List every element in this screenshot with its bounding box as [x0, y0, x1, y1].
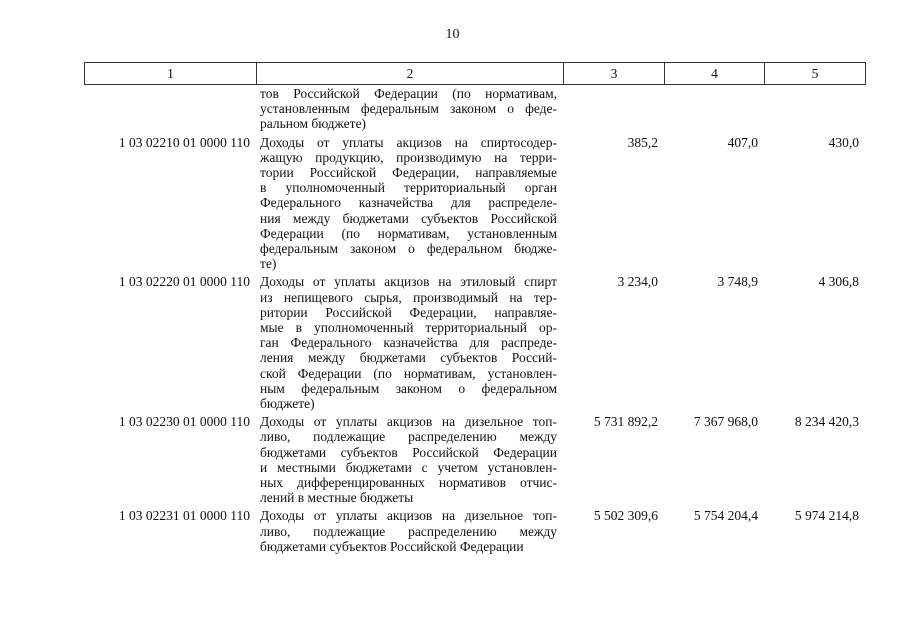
description-line: ливо, подлежащие распределению между: [260, 523, 557, 539]
description-line: ган Федерального казначейства для распреде-: [260, 335, 557, 351]
description-line: и местными бюджетами с учетом установлен-: [260, 459, 557, 475]
description-line: жащую продукцию, производимую на терри-: [260, 149, 557, 165]
column-header-4: 4: [665, 63, 765, 85]
description-line: ным федеральным законом о федеральном: [260, 380, 557, 396]
description-line: Доходы от уплаты акцизов на дизельное топ-: [260, 414, 557, 430]
row-value-5: [764, 86, 865, 132]
table-row: [84, 86, 865, 132]
description-line: Доходы от уплаты акцизов на спиртосодер-: [260, 134, 557, 150]
row-description: [256, 135, 563, 272]
row-description: [256, 86, 563, 132]
row-value-5: 430,0: [828, 134, 859, 150]
description-line: тов Российской Федерации (по нормативам,: [260, 86, 557, 101]
row-code: [84, 86, 256, 132]
table-header: [84, 62, 866, 85]
description-line: бюджете): [260, 396, 315, 412]
table-body: [84, 86, 865, 554]
row-value-4: 407,0: [727, 134, 758, 150]
row-value-5: 5 974 214,8: [794, 508, 859, 524]
description-line: Федерального казначейства для распределе-: [260, 195, 557, 211]
table-row: [84, 274, 865, 411]
column-header-1: 1: [85, 63, 257, 85]
row-code: 1 03 02210 01 0000 110: [118, 134, 250, 150]
row-value-5: 8 234 420,3: [794, 414, 859, 430]
row-value-4: 7 367 968,0: [693, 414, 758, 430]
row-value-3: 5 502 309,6: [593, 508, 658, 524]
column-header-2: 2: [257, 63, 564, 85]
row-code: 1 03 02231 01 0000 110: [118, 508, 250, 524]
description-line: Доходы от уплаты акцизов на этиловый спирт: [260, 274, 557, 290]
row-description: [256, 508, 563, 554]
column-header-5: 5: [765, 63, 866, 85]
table-row: [84, 414, 865, 505]
description-line: бюджетами субъектов Российской Федерации: [260, 444, 557, 460]
description-line: лений в местные бюджеты: [260, 490, 414, 506]
row-code: 1 03 02220 01 0000 110: [118, 274, 250, 290]
description-line: установленным федеральным законом о феде-: [260, 101, 557, 117]
row-code: 1 03 02230 01 0000 110: [118, 414, 250, 430]
table-row: [84, 135, 865, 272]
description-line: ления между бюджетами субъектов Россий-: [260, 350, 557, 366]
description-line: Доходы от уплаты акцизов на дизельное топ-: [260, 508, 557, 524]
description-line: тории Российской Федерации, направляемые: [260, 165, 557, 181]
row-description: [256, 414, 563, 505]
description-line: те): [260, 256, 277, 272]
row-value-3: 5 731 892,2: [593, 414, 658, 430]
row-value-3: [563, 86, 664, 132]
row-value-5: 4 306,8: [818, 274, 859, 290]
row-value-3: 3 234,0: [617, 274, 658, 290]
page-number: 10: [445, 27, 460, 42]
description-line: из непищевого сырья, производимый на тер-: [260, 289, 557, 305]
description-line: ральном бюджете): [260, 116, 367, 132]
description-line: мые в уполномоченный территориальный ор-: [260, 320, 557, 336]
description-line: ритории Российской Федерации, направляе-: [260, 304, 557, 320]
description-line: бюджетами субъектов Российской Федерации: [260, 538, 524, 554]
row-value-4: [664, 86, 764, 132]
row-value-4: 3 748,9: [717, 274, 758, 290]
row-value-3: 385,2: [627, 134, 658, 150]
description-line: ния между бюджетами субъектов Российской: [260, 210, 557, 226]
description-line: ливо, подлежащие распределению между: [260, 429, 557, 445]
column-header-3: 3: [564, 63, 665, 85]
description-line: Федерации (по нормативам, установленным: [260, 225, 557, 241]
row-description: [256, 274, 563, 411]
row-value-4: 5 754 204,4: [693, 508, 758, 524]
description-line: в уполномоченный территориальный орган: [260, 180, 557, 196]
description-line: федеральным законом о федеральном бюдже-: [260, 241, 557, 257]
description-line: ных дифференцированных нормативов отчис-: [260, 475, 557, 491]
table-row: [84, 508, 865, 554]
description-line: ской Федерации (по нормативам, установлен-: [260, 365, 557, 381]
